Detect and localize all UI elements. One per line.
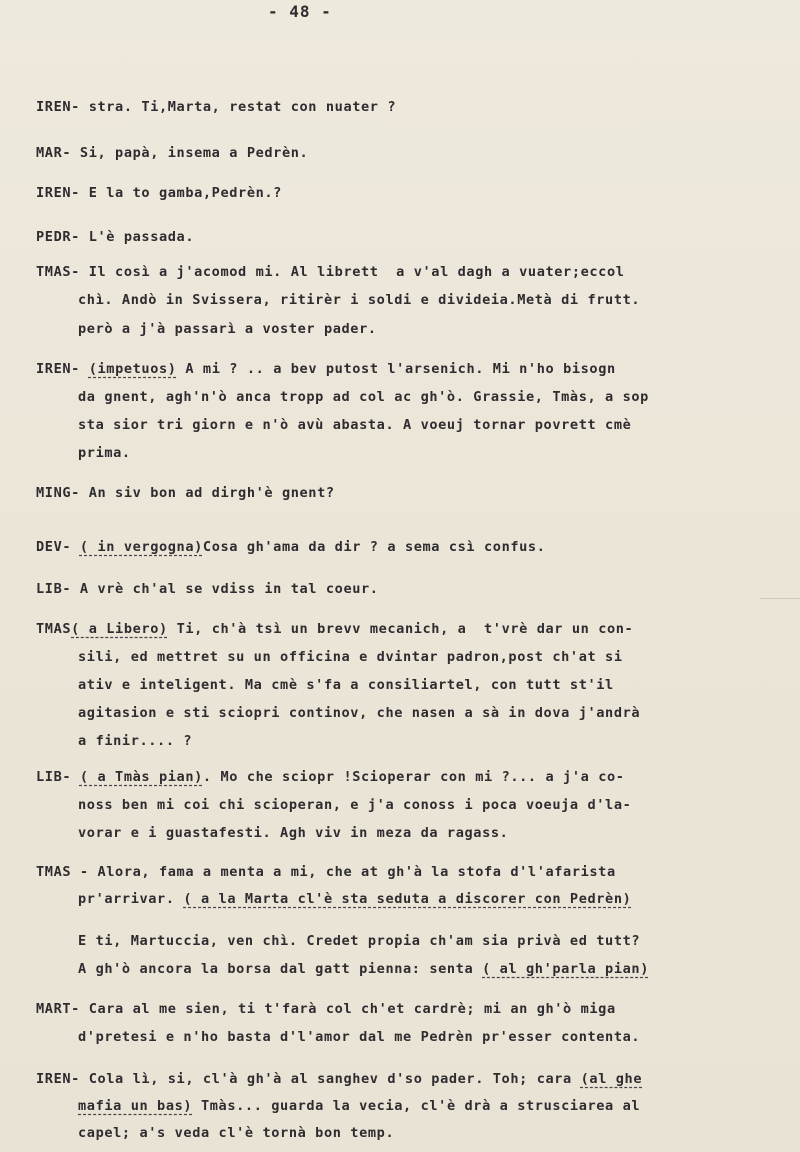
dialogue-line: chì. Andò in Svissera, ritirèr i soldi e divideia.Metà di frutt. bbox=[78, 292, 641, 308]
dialogue-line: agitasion e sti sciopri continov, che nasen a sà in dova j'andrà bbox=[78, 705, 641, 721]
stage-direction: (al ghe bbox=[580, 1071, 643, 1087]
page-fold-mark bbox=[760, 598, 800, 599]
stage-direction: ( al gh'parla pian) bbox=[482, 961, 649, 977]
dialogue-text: Cosa gh'ama da dir ? a sema csì confus. bbox=[202, 539, 546, 555]
dialogue-line bbox=[36, 620, 633, 638]
dialogue-text: pr'arrivar. bbox=[78, 891, 184, 907]
speaker-tag: DEV- bbox=[36, 539, 80, 555]
dialogue-line: MAR- Si, papà, insema a Pedrèn. bbox=[36, 145, 309, 161]
dialogue-line: IREN- stra. Ti,Marta, restat con nuater ? bbox=[36, 99, 397, 115]
dialogue-line bbox=[36, 360, 616, 378]
speaker-tag: IREN- bbox=[36, 361, 89, 377]
dialogue-line: a finir.... ? bbox=[78, 733, 193, 749]
stage-direction: mafia un bas) bbox=[78, 1098, 193, 1114]
dialogue-line: ativ e inteligent. Ma cmè s'fa a consiliartel, con tutt st'il bbox=[78, 677, 614, 693]
dialogue-line: d'pretesi e n'ho basta d'l'amor dal me Pedrèn pr'esser contenta. bbox=[78, 1029, 641, 1045]
dialogue-line: MART- Cara al me sien, ti t'farà col ch'et cardrè; mi an gh'ò miga bbox=[36, 1001, 616, 1017]
dialogue-text: . Mo che sciopr !Scioperar con mi ?... a j'a co- bbox=[202, 769, 625, 785]
dialogue-line: sili, ed mettret su un officina e dvintar padron,post ch'at si bbox=[78, 649, 623, 665]
dialogue-line: vorar e i guastafesti. Agh viv in meza da ragass. bbox=[78, 825, 509, 841]
dialogue-line: PEDR- L'è passada. bbox=[36, 229, 195, 245]
dialogue-line bbox=[78, 1097, 640, 1115]
stage-direction: (impetuos) bbox=[88, 361, 177, 377]
stage-direction: ( in vergogna) bbox=[79, 539, 203, 555]
dialogue-line bbox=[36, 768, 625, 786]
speaker-tag: LIB- bbox=[36, 769, 80, 785]
dialogue-line: prima. bbox=[78, 445, 131, 461]
dialogue-line bbox=[78, 960, 649, 978]
dialogue-line bbox=[36, 538, 546, 556]
dialogue-line: LIB- A vrè ch'al se vdiss in tal coeur. bbox=[36, 581, 379, 597]
dialogue-line: noss ben mi coi chi scioperan, e j'a conoss i poca voeuja d'la- bbox=[78, 797, 632, 813]
stage-direction: ( a Tmàs pian) bbox=[79, 769, 203, 785]
dialogue-line bbox=[78, 890, 631, 908]
dialogue-line: MING- An siv bon ad dirgh'è gnent? bbox=[36, 485, 335, 501]
dialogue-line: sta sior tri giorn e n'ò avù abasta. A voeuj tornar povrett cmè bbox=[78, 417, 632, 433]
dialogue-line: da gnent, agh'n'ò anca tropp ad col ac gh'ò. Grassie, Tmàs, a sop bbox=[78, 389, 649, 405]
page-number: - 48 - bbox=[268, 2, 332, 21]
dialogue-text: Tmàs... guarda la vecia, cl'è drà a strusciarea al bbox=[192, 1098, 641, 1114]
dialogue-line: capel; a's veda cl'è tornà bon temp. bbox=[78, 1125, 395, 1141]
dialogue-line: E ti, Martuccia, ven chì. Credet propia ch'am sia privà ed tutt? bbox=[78, 933, 641, 949]
dialogue-text: Ti, ch'à tsì un brevv mecanich, a t'vrè dar un con- bbox=[167, 621, 634, 637]
dialogue-text: IREN- Cola lì, si, cl'à gh'à al sanghev d'so pader. Toh; cara bbox=[36, 1071, 581, 1087]
dialogue-text: A gh'ò ancora la borsa dal gatt pienna: senta bbox=[78, 961, 483, 977]
dialogue-line: IREN- E la to gamba,Pedrèn.? bbox=[36, 185, 282, 201]
dialogue-line: però a j'à passarì a voster pader. bbox=[78, 321, 377, 337]
dialogue-line: TMAS- Il così a j'acomod mi. Al librett a v'al dagh a vuater;eccol bbox=[36, 264, 625, 280]
speaker-tag: TMAS bbox=[36, 621, 72, 637]
dialogue-line bbox=[36, 1070, 642, 1088]
stage-direction: ( a la Marta cl'è sta seduta a discorer con Pedrèn) bbox=[183, 891, 632, 907]
dialogue-text: A mi ? .. a bev putost l'arsenich. Mi n'ho bisogn bbox=[176, 361, 616, 377]
dialogue-line: TMAS - Alora, fama a menta a mi, che at gh'à la stofa d'l'afarista bbox=[36, 864, 616, 880]
stage-direction: ( a Libero) bbox=[71, 621, 168, 637]
